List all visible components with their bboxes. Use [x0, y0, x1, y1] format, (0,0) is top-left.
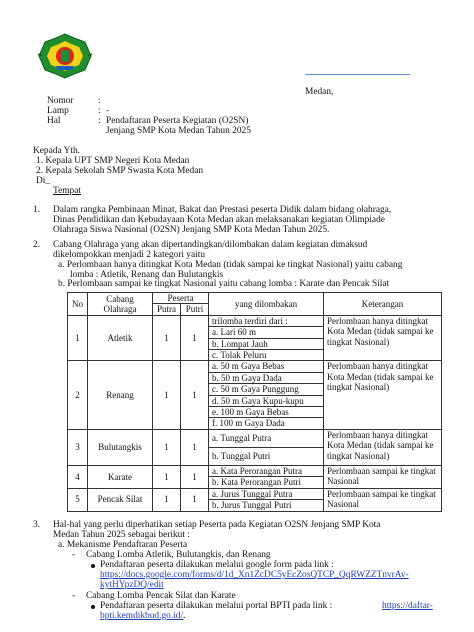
p3-bullet-1: Pendaftaran peserta dilakukan melalui google form pada link :: [100, 560, 334, 570]
bpti-link[interactable]: https://daftar-: [382, 601, 433, 611]
p2-number: 2.: [33, 240, 41, 250]
meta-key-nomor: Nomor: [47, 96, 74, 106]
cell-no: 3: [68, 429, 88, 465]
header-putra: Putra: [153, 304, 181, 315]
cell-cabang: Bulutangkis: [88, 429, 153, 465]
header-peserta: Peserta: [153, 293, 209, 304]
period: .: [183, 611, 186, 621]
cell-event: b. Kata Perorangan Putri: [209, 477, 324, 488]
cell-cabang: Karate: [88, 465, 153, 488]
p2-line: Cabang Olahraga yang akan dipertandingkan/dilombakan dalam kegiatan dimaksud: [53, 240, 368, 250]
meta-key-hal: Hal: [47, 116, 61, 126]
table-row: [68, 315, 442, 326]
bullet-icon: [91, 605, 95, 609]
p1-line: Dalam rangka Pembinaan Minat, Bakat dan Prestasi peserta Didik dalam bidang olahraga,: [53, 205, 392, 215]
p3-sub-1: Cabang Lomba Atletik, Bulutangkis, dan Renang: [86, 550, 271, 560]
p1-number: 1.: [33, 205, 41, 215]
cell-event: a. 50 m Gaya Bebas: [209, 361, 324, 372]
p3-line: Hal-hal yang perlu diperhatikan setiap Peserta pada Kegiatan O2SN Jenjang SMP Kota: [53, 520, 381, 530]
cell-event: trilomba terdiri dari :: [209, 315, 324, 326]
cell-event: a. Lari 60 m: [209, 327, 324, 338]
cell-putra: 1: [153, 361, 181, 429]
cell-putri: 1: [181, 361, 209, 429]
cell-putri: 1: [181, 315, 209, 361]
cell-no: 5: [68, 488, 88, 511]
cell-event: a. Jurus Tunggal Putra: [209, 488, 324, 499]
cell-putri: 1: [181, 429, 209, 465]
place-date: Medan,: [305, 87, 334, 97]
meta-sep: :: [98, 106, 101, 116]
meta-value-hal: Pendaftaran Peserta Kegiatan (O2SN): [106, 116, 249, 126]
cell-putra: 1: [153, 429, 181, 465]
p2-item-a-cont: lomba : Atletik, Renang dan Bulutangkis: [70, 270, 224, 280]
recipient-di: Di_: [36, 176, 51, 186]
p3-item-a: a. Mekanisme Pendaftaran Peserta: [58, 540, 188, 550]
cell-event: a. Kata Perorangan Putra: [209, 465, 324, 476]
sports-table: [67, 292, 442, 512]
cell-event: a. Tunggal Putra: [209, 429, 324, 447]
cell-event: e. 100 m Gaya Bebas: [209, 407, 324, 418]
cell-putra: 1: [153, 315, 181, 361]
cell-event: b. Jurus Tunggal Putri: [209, 500, 324, 511]
cell-keterangan: Perlombaan hanya ditingkat Kota Medan (tidak sampai ke tingkat Nasional): [324, 315, 442, 361]
cell-cabang: Atletik: [88, 315, 153, 361]
cell-putra: 1: [153, 488, 181, 511]
table-row: [68, 361, 442, 372]
cell-event: c. 50 m Gaya Punggung: [209, 384, 324, 395]
cell-event: b. Lompat Jauh: [209, 338, 324, 349]
meta-sep: :: [98, 116, 101, 126]
p3-sub-2: Cabang Lomba Pencak Silat dan Karate: [86, 591, 236, 601]
cell-putri: 1: [181, 488, 209, 511]
header-underline: [305, 74, 410, 75]
recipient-tempat: Tempat: [53, 186, 81, 196]
header-keterangan: Keterangan: [324, 293, 442, 316]
header-putri: Putri: [181, 304, 209, 315]
cell-event: d. 50 m Gaya Kupu-kupu: [209, 395, 324, 406]
table-row: [68, 429, 442, 447]
table-row: [68, 465, 442, 476]
cell-event: c. Tolak Peluru: [209, 350, 324, 361]
cell-event: f. 100 m Gaya Dada: [209, 418, 324, 429]
cell-cabang: Renang: [88, 361, 153, 429]
cell-putri: 1: [181, 465, 209, 488]
cell-event: b. Tunggal Putri: [209, 447, 324, 465]
p1-line: Olahraga Siswa Nasional (O2SN) Jenjang SMP Kota Medan Tahun 2025.: [53, 225, 330, 235]
bpti-link-cont[interactable]: bpti.kemdikbud.go.id/: [100, 611, 184, 621]
cell-keterangan: Perlombaan sampai ke tingkat Nasional: [324, 465, 442, 488]
meta-sep: :: [98, 96, 101, 106]
cell-cabang: Pencak Silat: [88, 488, 153, 511]
recipient-1: 1. Kepala UPT SMP Negeri Kota Medan: [36, 156, 190, 166]
p3-line: Medan Tahun 2025 sebagai berikut :: [53, 530, 190, 540]
meta-value-lamp: -: [106, 106, 110, 116]
meta-value-hal-2: Jenjang SMP Kota Medan Tahun 2025: [106, 126, 251, 136]
cell-event: b. 50 m Gaya Dada: [209, 372, 324, 383]
cell-no: 2: [68, 361, 88, 429]
greeting: Kepada Yth.: [33, 146, 81, 156]
header-no: No: [68, 293, 88, 316]
cell-no: 1: [68, 315, 88, 361]
p2-line: dikelompokkan menjadi 2 kategori yaitu: [53, 250, 206, 260]
header-cabang: Cabang Olahraga: [88, 293, 153, 316]
cell-keterangan: Perlombaan hanya ditingkat Kota Medan (tidak sampai ke tingkat Nasional): [324, 429, 442, 465]
p2-item-b: b. Perlombaan sampai ke tingkat Nasional yaitu cabang lomba : Karate dan Pencak Silat: [58, 279, 390, 289]
cell-keterangan: Perlombaan hanya ditingkat Kota Medan (tidak sampai ke tingkat Nasional): [324, 361, 442, 429]
city-emblem-logo: [36, 32, 94, 80]
meta-key-lamp: Lamp: [47, 106, 69, 116]
dash: -: [72, 591, 76, 601]
p3-bullet-2: Pendaftaran peserta dilakukan melalui portal BPTI pada link :: [100, 601, 333, 611]
google-form-link[interactable]: https://docs.google.com/forms/d/1d_Xn1ZcDC5yEcZosQTCP_QqRWZZTnvrAv-: [100, 570, 409, 580]
dash: -: [72, 550, 76, 560]
cell-keterangan: Perlombaan sampai ke tingkat Nasional: [324, 488, 442, 511]
p1-line: Dinas Pendidikan dan Kebudayaan Kota Medan akan melaksanakan kegiatan Olimpiade: [53, 215, 385, 225]
cell-no: 4: [68, 465, 88, 488]
p2-item-a: a. Perlombaan hanya ditingkat Kota Medan (tidak sampai ke tingkat Nasional) yaitu cabang: [58, 260, 403, 270]
table-row: [68, 488, 442, 499]
header-lomba: yang dilombakan: [209, 293, 324, 316]
recipient-2: 2. Kepala Sekolah SMP Swasta Kota Medan: [36, 166, 204, 176]
google-form-link-cont[interactable]: kytHYpzDQ/edit: [100, 580, 164, 590]
p3-number: 3.: [33, 520, 41, 530]
cell-putra: 1: [153, 465, 181, 488]
bullet-icon: [91, 564, 95, 568]
